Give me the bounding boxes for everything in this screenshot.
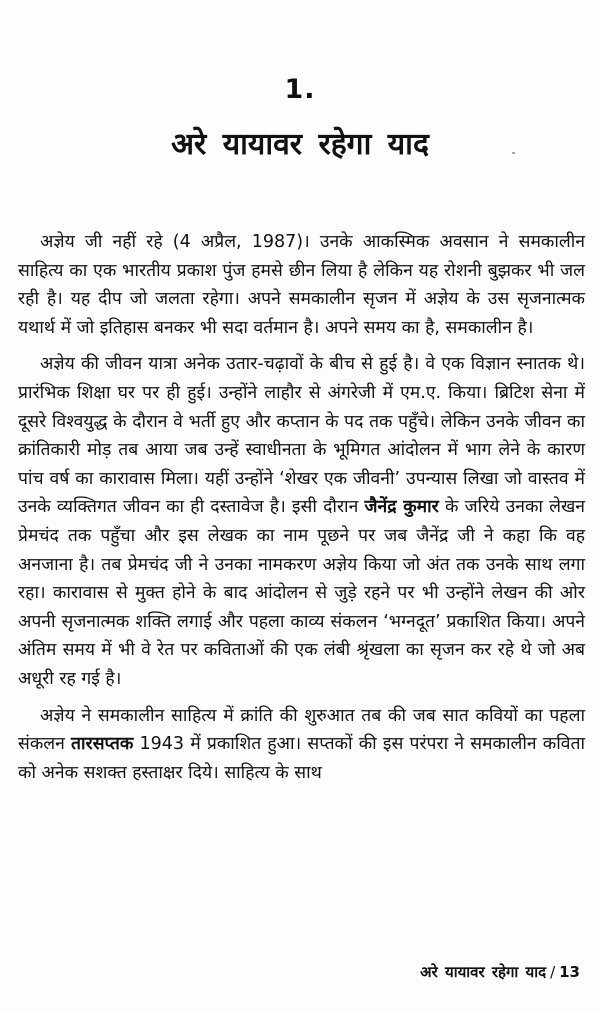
chapter-number: 1. (284, 74, 316, 105)
page-number: 13 (559, 963, 580, 981)
footer-separator: / (550, 963, 556, 981)
paragraph-3-text-a: अज्ञेय ने समकालीन साहित्य में क्रांति की शुरुआत तब की जब सात कवियों का पहला संकलन (18, 705, 585, 755)
page-footer (420, 962, 580, 982)
body-text (18, 228, 585, 787)
print-speck (512, 152, 515, 154)
paragraph-1-text: अज्ञेय जी नहीं रहे (4 अप्रैल, 1987)। उनके आकस्मिक अवसान ने समकालीन साहित्य का एक भारतीय प्रकाश पुंज हमसे छीन लिया है लेकिन यह रोशनी बुझकर भी जल रही है। यह दीप जो जलता रहेगा। अपने समकालीन सृजन में अज्ञेय के उस सृजनात्मक यथार्थ में जो इतिहास बनकर भी सदा वर्तमान है। अपने समय का है, समकालीन है। (18, 232, 585, 338)
book-title-bold: तारसप्तक (71, 734, 134, 755)
running-title: अरे यायावर रहेगा याद (420, 963, 547, 981)
paragraph-2-text-a: अज्ञेय की जीवन यात्रा अनेक उतार-चढ़ावों के बीच से हुई है। वे एक विज्ञान स्नातक थे। प्रारंभिक शिक्षा घर पर ही हुई। उन्होंने लाहौर से अंगरेजी में एम.ए. किया। ब्रिटिश सेना में दूसरे विश्वयुद्ध के दौरान वे भर्ती हुए और कप्तान के पद तक पहुँचे। लेकिन उनके जीवन का क्रांतिकारी मोड़ तब आया जब उन्हें स्वाधीनता के भूमिगत आंदोलन में भाग लेने के कारण पांच वर्ष का कारावास मिला। यहीं उन्होंने ‘शेखर एक जीवनी’ उपन्यास लिखा जो वास्तव में उनके व्यक्तिगत जीवन का ही दस्तावेज है। इसी दौरान (18, 354, 585, 518)
author-name-bold: जैनेंद्र कुमार (364, 497, 439, 518)
paragraph-1 (18, 228, 585, 342)
paragraph-3 (18, 702, 585, 788)
paragraph-2-text-b: के जरिये उनका लेखन प्रेमचंद तक पहुँचा और इस लेखक का नाम पूछने पर जब जैनेंद्र जी ने कहा कि वह अनजाना है। तब प्रेमचंद जी ने उनका नामकरण अज्ञेय किया जो अंत तक उनके साथ लगा रहा। कारावास से मुक्त होने के बाद आंदोलन से जुड़े रहने पर भी उन्होंने लेखन की ओर अपनी सृजनात्मक शक्ति लगाई और पहला काव्य संकलन ‘भग्नदूत’ प्रकाशित किया। अपने अंतिम समय में भी वे रेत पर कविताओं की एक लंबी श्रृंखला का सृजन कर रहे थे जो अब अधूरी रह गई है। (18, 497, 586, 689)
paragraph-3-text-b: 1943 में प्रकाशित हुआ। सप्तकों की इस परंपरा ने समकालीन कविता को अनेक सशक्त हस्ताक्षर दिये। साहित्य के साथ (18, 734, 585, 783)
chapter-title: अरे यायावर रहेगा याद (171, 127, 429, 162)
paragraph-2 (18, 350, 585, 693)
